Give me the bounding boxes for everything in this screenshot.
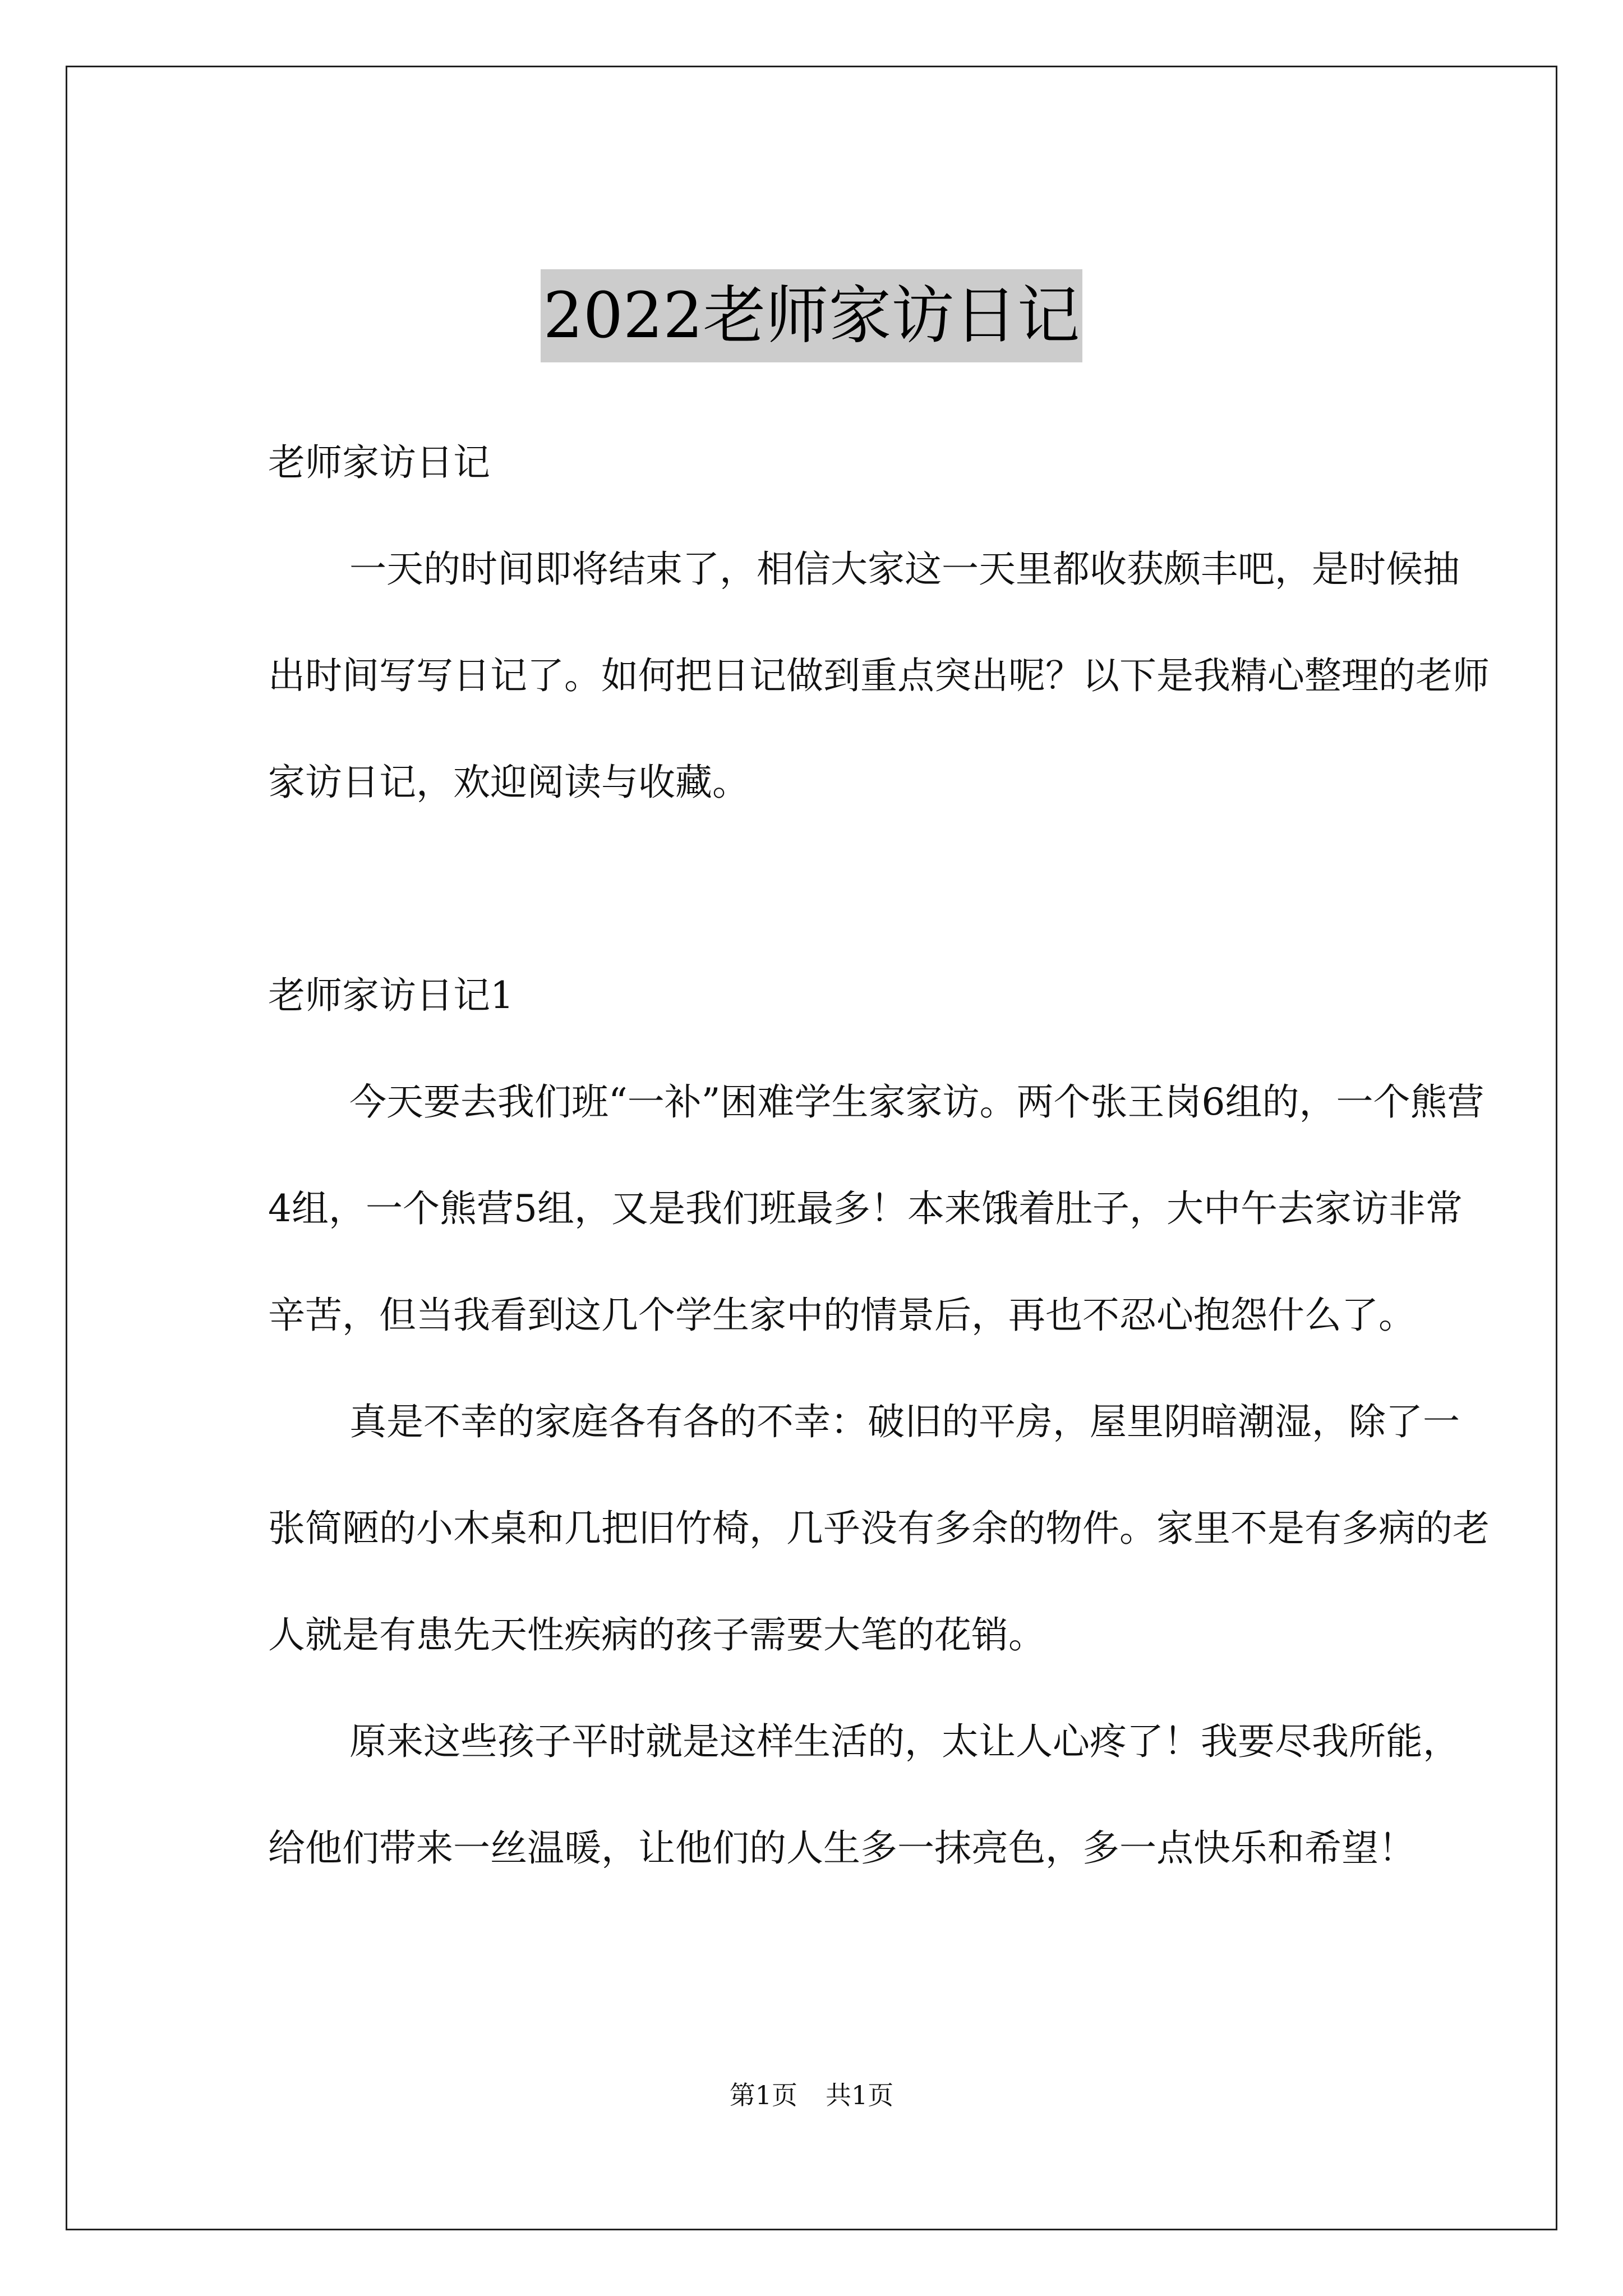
page-frame — [66, 66, 1557, 2230]
body-paragraph-1: 今天要去我们班“一补”困难学生家家访。两个张王岗6组的，一个熊营4组，一个熊营5组，又是我们班最多！本来饿着肚子，大中午去家访非常辛苦，但当我看到这几个学生家中的情景后，再也不忍心抱怨什么了。 — [268, 1080, 1484, 1337]
page-footer — [67, 2078, 1556, 2112]
section-spacer — [268, 836, 1491, 942]
body-paragraph-2: 真是不幸的家庭各有各的不幸：破旧的平房，屋里阴暗潮湿，除了一张简陋的小木桌和几把旧竹椅，几乎没有多余的物件。家里不是有多病的老人就是有患先天性疾病的孩子需要大笔的花销。 — [268, 1400, 1490, 1657]
document-title — [67, 269, 1556, 362]
document-title-text: 2022老师家访日记 — [541, 269, 1082, 362]
body-paragraph-3: 原来这些孩子平时就是这样生活的，太让人心疼了！我要尽我所能，给他们带来一丝温暖，让他们的人生多一抹亮色，多一点快乐和希望！ — [268, 1720, 1460, 1870]
document-body — [268, 409, 1491, 1902]
subtitle: 老师家访日记 — [268, 441, 490, 484]
page-number: 第1页 — [729, 2080, 797, 2110]
section-heading: 老师家访日记1 — [268, 974, 514, 1017]
intro-paragraph: 一天的时间即将结束了，相信大家这一天里都收获颇丰吧，是时候抽出时间写写日记了。如何把日记做到重点突出呢？以下是我精心整理的老师家访日记，欢迎阅读与收藏。 — [268, 547, 1490, 804]
page-total: 共1页 — [826, 2080, 894, 2110]
